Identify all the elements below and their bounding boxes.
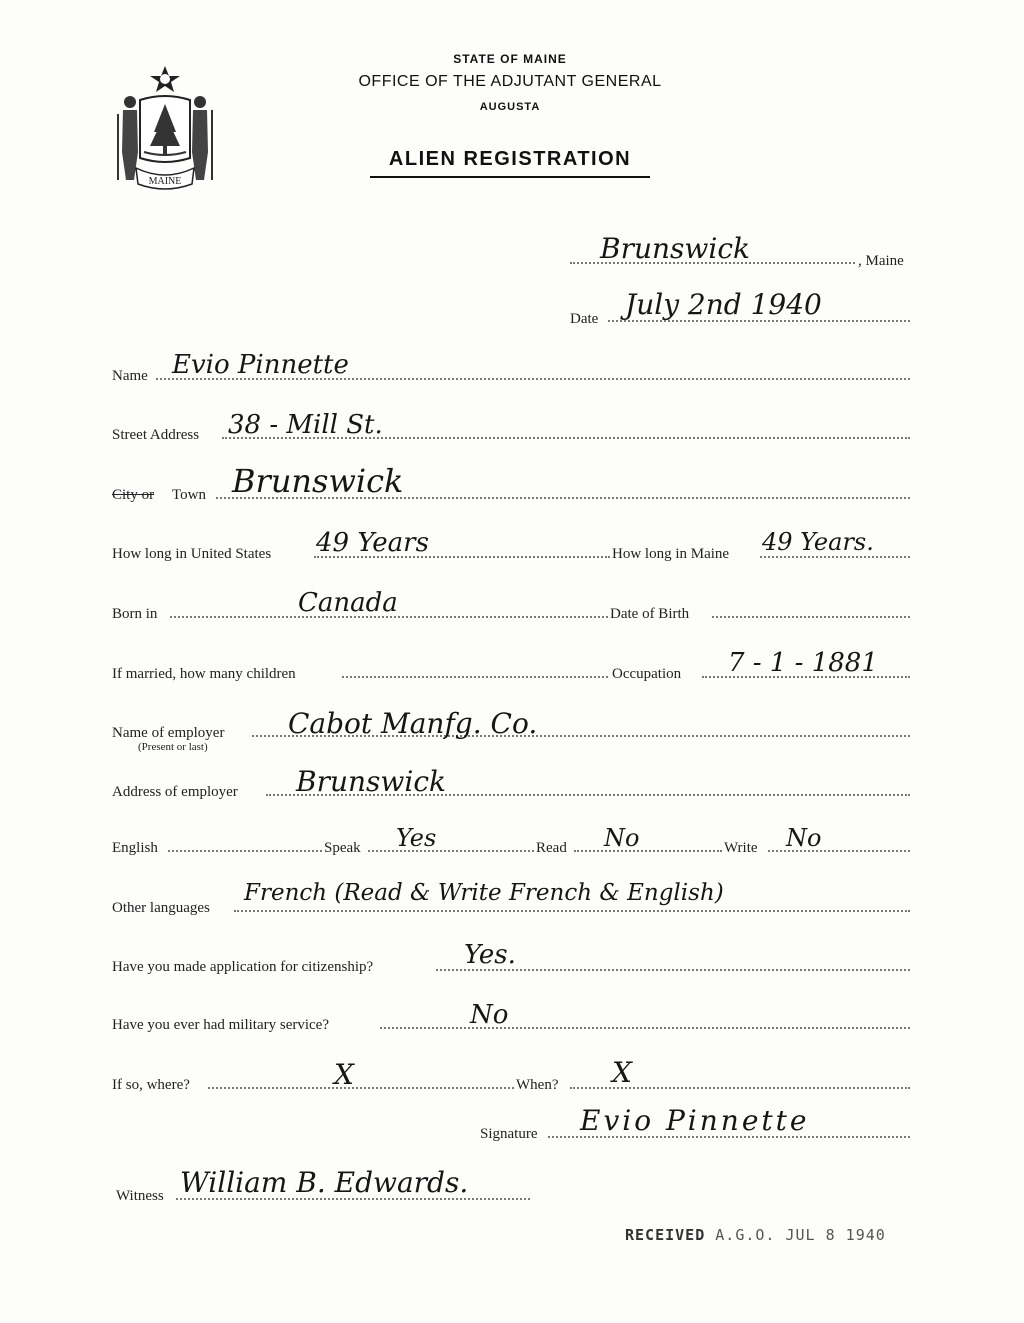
maine-duration-line [760, 556, 910, 558]
stamp-date: JUL 8 1940 [785, 1226, 886, 1244]
where-line [208, 1087, 514, 1089]
title-underline [370, 176, 650, 178]
occupation-label: Occupation [612, 666, 682, 682]
date-label: Date [570, 311, 599, 327]
children-line [342, 676, 608, 678]
name-value: Evio Pinnette [172, 350, 349, 380]
speak-value: Yes [396, 824, 437, 852]
maine-state-seal-icon [110, 62, 220, 192]
other-languages-line [234, 910, 910, 912]
signature-value: Evio Pinnette [580, 1104, 810, 1137]
where-value: X [334, 1058, 354, 1091]
city-struck-label: City or [112, 487, 155, 503]
children-label: If married, how many children [112, 666, 296, 682]
date-value: July 2nd 1940 [625, 288, 822, 321]
witness-value: William B. Edwards. [180, 1166, 469, 1199]
town-value: Brunswick [232, 462, 404, 500]
dob-label: Date of Birth [610, 606, 690, 622]
military-label: Have you ever had military service? [112, 1017, 329, 1033]
read-label: Read [536, 840, 567, 856]
read-value: No [604, 824, 640, 852]
born-value: Canada [298, 588, 398, 618]
when-label: When? [516, 1077, 559, 1093]
employer-address-value: Brunswick [296, 765, 446, 798]
city-heading: AUGUSTA [479, 101, 541, 113]
english-line [168, 850, 322, 852]
maine-duration-label: How long in Maine [612, 546, 730, 562]
occupation-value: 7 - 1 - 1881 [728, 648, 878, 678]
us-duration-value: 49 Years [316, 528, 429, 558]
other-languages-value: French (Read & Write French & English) [244, 880, 724, 906]
speak-line [368, 850, 534, 852]
born-label: Born in [112, 606, 158, 622]
state-heading: STATE OF MAINE [453, 52, 567, 66]
place-suffix: , Maine [858, 253, 904, 269]
read-line [574, 850, 722, 852]
signature-label: Signature [480, 1126, 538, 1142]
office-heading: OFFICE OF THE ADJUTANT GENERAL [358, 73, 662, 90]
employer-note: (Present or last) [138, 741, 208, 753]
citizenship-value: Yes. [464, 940, 516, 970]
employer-value: Cabot Manfg. Co. [288, 707, 538, 740]
street-value: 38 - Mill St. [228, 410, 383, 440]
maine-duration-value: 49 Years. [762, 528, 874, 556]
military-value: No [470, 1000, 509, 1030]
street-label: Street Address [112, 427, 200, 443]
us-duration-label: How long in United States [112, 546, 272, 562]
form-title: ALIEN REGISTRATION [388, 148, 632, 170]
when-value: X [612, 1056, 632, 1089]
stamp-received: RECEIVED [625, 1226, 706, 1244]
english-label: English [112, 840, 158, 856]
town-label: Town [172, 487, 206, 503]
received-stamp [625, 1226, 886, 1244]
dob-line [712, 616, 910, 618]
military-line [380, 1027, 910, 1029]
place-value: Brunswick [600, 232, 750, 265]
name-label: Name [112, 368, 148, 384]
stamp-office: A.G.O. [715, 1226, 776, 1244]
write-label: Write [724, 840, 758, 856]
employer-address-label: Address of employer [112, 784, 238, 800]
witness-label: Witness [116, 1188, 164, 1204]
write-value: No [786, 824, 822, 852]
speak-label: Speak [324, 840, 361, 856]
where-label: If so, where? [112, 1077, 190, 1093]
other-languages-label: Other languages [112, 900, 210, 916]
seal-banner-text: MAINE [148, 176, 182, 187]
employer-label: Name of employer [112, 725, 225, 741]
citizenship-label: Have you made application for citizenship? [112, 959, 374, 975]
